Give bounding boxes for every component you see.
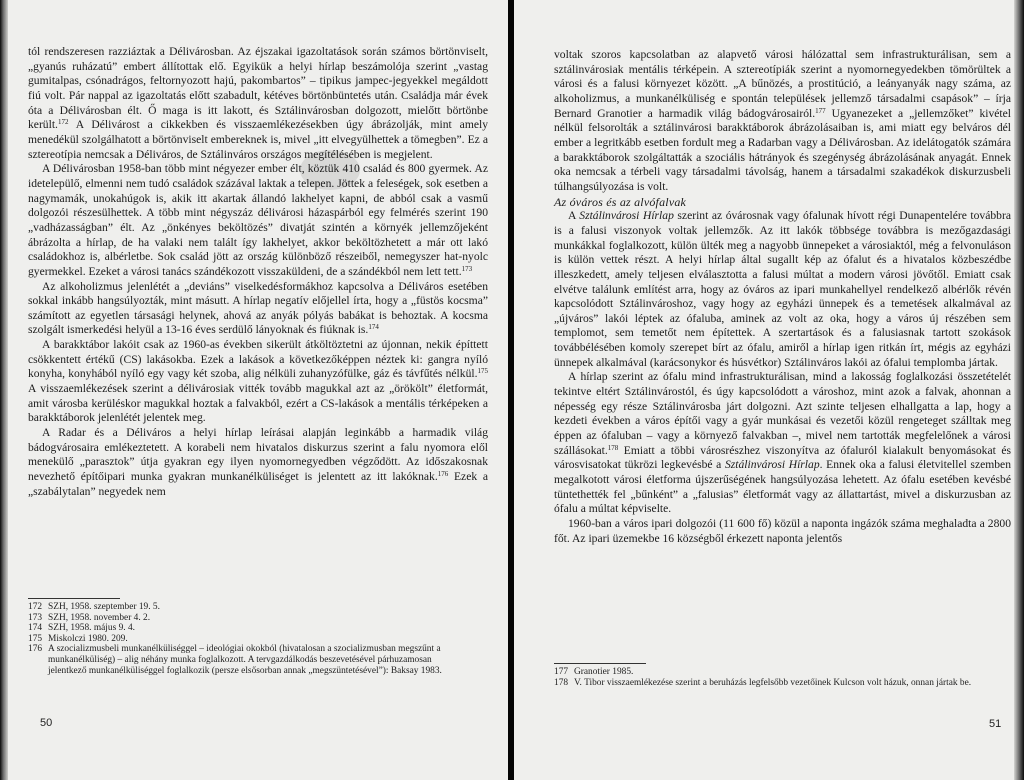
footnote-ref: 175 <box>477 367 488 376</box>
page-number: 51 <box>989 718 1002 730</box>
footnote <box>28 644 468 676</box>
footnote-text: SZH, 1958. május 9. 4. <box>48 623 135 634</box>
footnote-rule <box>28 598 120 599</box>
para-text: Az alkoholizmus jelenlétét a „deviáns” viselkedésformákhoz kapcsolva a Déliváros esetében sokkal inkább hangsúlyozták, mint másutt. A hírlap negatív előjellel írta, hogy a „füstös kocsma” számított az egyetlen társasági helynek, ahová az anyák pólyás babákat is behoztak. A kocsma szolgált ismerkedési helyül a 13-16 éves serdülő lányoknak és fiúknak is. <box>28 279 488 337</box>
footnote-number: 174 <box>28 623 43 634</box>
footnote-number: 172 <box>28 602 43 612</box>
footnote <box>28 634 468 645</box>
footnote <box>554 667 974 678</box>
para-text: 1960-ban a város ipari dolgozói (11 600 fő) közül a napontа ingázók száma meghaladta a 2800 főt. Az ipari üzemekbe 16 községből érkezett naponta jelentős <box>554 517 1011 545</box>
right-paragraph <box>554 48 1011 195</box>
right-paragraph <box>554 370 1011 517</box>
para-text: . Ennek oka a falusi életvitellel szemben megalkotott városi életforma újszerűségének hangsúlyozása lehetett. Az ófalu esetében kevésbé tüntethették fel „bűnként” a „falusias” életformát vagy az állattartást, mivel a diskurzusban az ófalu a múltat képviselte. <box>554 458 1011 516</box>
footnote-ref: 178 <box>607 443 619 452</box>
para-text: A visszaemlékezések szerint a délivárosiak vitték tovább magukkal azt az „örökölt” életformát, amit városba kerüléskor magukkal hoztak a falvakból, ezért a CS-lakások a mentális térképeken a barakktáborok jelenlétét jelentek meg. <box>28 382 488 425</box>
book-edge-right <box>1014 0 1024 780</box>
para-text: A Délivárosban 1958-ban több mint négyezer ember élt, köztük 410 család és 800 gyermek. Az idetelepülő, elmenni nem tudó családok százával laktak a telepen. Jöttek a feleségek, sok esetben a nagymamák, unokahúgok is, akik itt akartak állandó lakhelyet kapni, de abból csak a vasmű dolgozói részesülhettek. A több mint négyszáz délivárosi házaspárból egy felmérés szerint 190 „vadházasságban” élt. Az „önkényes beköltözés” divatját szintén a környék jellemzőjeként ábrázolta a hírlap, de ha valaki nem talált így lakhelyet, akkor beköltözhetett a már ott lakó családokhoz is, albérletbe. Sok család jött az ország különböző részeiből, nemegyszer hat-nyolc gyermekkel. Ezeket a városi tanács szándékozott visszaküldeni, de a szándékból nem lett tett. <box>28 162 488 278</box>
right-footnotes <box>554 667 974 688</box>
footnote-number: 173 <box>28 612 43 623</box>
footnote-text: Miskolczi 1980. 209. <box>48 633 128 644</box>
footnote-number: 175 <box>28 633 43 644</box>
left-paragraph <box>28 162 488 279</box>
footnote-number: 178 <box>554 677 569 688</box>
footnote-rule <box>554 663 646 664</box>
para-text: A Radar és a Déliváros a helyi hírlap leírásai alapján leginkább a harmadik világ bádogvárosaira emlékeztetett. A korabeli nem hivatalos diskurzus szerint a falu nyomora elől menekülő „parasztok” útja gyakran egy ilyen nyomornegyedben végződött. Az időszakosnak nevezhető építőipari munka gyakran munkanélküliséget is jelentett az itt lakóknak. <box>28 426 488 484</box>
para-text: szerint az óvárosnak vagy ófalunak hívott régi Dunapentelére továbbra is a falusi viszonyok voltak jellemzők. Az itt lakók többsége továbbra is mezőgazdasági munkákkal foglalkozott, külön ülték meg a nagyobb ünnepeket a városiaktól, még a felvonuláson is külön vettek részt. A helyi hírlap által sugallt kép az ófalut és a hivatalos közbeszédbe illeszkedett, amely teljesen elválasztotta a falusi múltat a modern városi jövőtől. Emiatt csak elvétve találunk említést arra, hogy az óváros az ipari munkahellyel rendelkező albérlők révén kapcsolódott Sztálinvároshoz, vagy hogy az egyházi ünnepek és a temetések alkalmával az „újváros” lakói léptek az ófaluba, aminek az volt az oka, hogy a város új részében sem templomot, sem temetőt nem építettek. A szertartások és a falusiasnak tartott szokások továbbélésében komoly szerepet bírt az ófalu, amiről a hírlap igen ritkán írt, mégis az egyházi ünnepek alkalmával (karácsonykor és húsvétkor) Sztálinváros lakói az ófalui templomba jártak. <box>554 209 1011 369</box>
footnote-text: SZH, 1958. november 4. 2. <box>48 612 151 623</box>
right-body-text <box>554 48 1011 546</box>
left-page <box>0 0 510 780</box>
footnote <box>28 613 468 624</box>
right-paragraph <box>554 209 1011 370</box>
footnote-number: 176 <box>28 644 43 655</box>
footnote-ref: 172 <box>57 118 69 127</box>
para-text: A hírlap szerint az ófalu mind infrastrukturálisan, mind a lakosság foglalkozási összetételét tekintve eltért Sztálinvárostól, és úgy kapcsolódott a városhoz, mint azok a falvak, ahonnan a népesség egy része Sztálinvárosba járt dolgozni. Azt szinte teljesen elhallgatta a lap, hogy a kezdeti években a város építői vagy a gyár munkásai és vezetői közül rengeteget szálltak meg éppen az ófaluban – vagy a környező falvakban –, mivel nem tartották megfelelőnek a városi szállásokat. <box>554 370 1011 457</box>
left-paragraph <box>28 45 488 162</box>
section-heading: Az óváros és az alvófalvak <box>554 194 687 209</box>
para-text: A Délivárost a cikkekben és visszaemlékezésekben úgy ábrázolják, mint amely menedékül szolgálhatott a börtönviselt embereknek is, mivel „itt elvegyülhettek a tömegben”. Ez a sztereotípia nemcsak a Déliváros, de Sztálinváros országos megítélésében is megjelent. <box>28 118 488 161</box>
footnote-text: SZH, 1958. szeptember 19. 5. <box>48 602 160 612</box>
footnote <box>28 602 468 613</box>
para-text: Ezek a „szabálytalan” negyedek nem <box>28 470 488 498</box>
footnote <box>554 678 974 689</box>
footnote-ref: 176 <box>437 470 449 479</box>
left-footnotes <box>28 602 468 676</box>
para-text: voltak szoros kapcsolatban az alapvető városi hálózattal sem infrastrukturálisan, sem a sztálinvárosiak mentális térképein. A sztereotípiák szerint a nyomornegyedekben tömörültek a városi és a falusi környezet között. „A bűnözés, a prostitúció, a leányanyák nagy száma, az alkoholizmus, a munkanélküliség e spontán települések jellemző társadalmi csapások” – írja Bernard Granotier a harmadik világ bádogvárosairól. <box>554 48 1011 120</box>
right-paragraph <box>554 517 1011 546</box>
para-text: A <box>568 209 580 223</box>
left-body-text <box>28 45 488 499</box>
left-paragraph <box>28 426 488 499</box>
footnote-text: A szocializmusbeli munkanélküliséggel – ideológiai okokból (hivatalosan a szocializmusban megszűnt a munkanélküliség) – alig néhány munka foglalkozott. A tervgazdálkodás beszevetésével párhuzamosan jelentkező munkanélküliséggel foglalkozik (persze elsősorban annak „megszüntetésével”): Baksay 1983. <box>48 644 442 676</box>
para-text: A barakktábor lakóit csak az 1960-as években sikerült átköltöztetni az újonnan, nekik építtett csökkentett értékű (CS) lakásokba. Ezek a lakások a következőképpen néztek ki: gangra nyíló konyha, konyhából nyíló egy vagy két szoba, alig nélküli zuhanyzófülke, gáz és távfűtés nélkül. <box>28 338 488 381</box>
italic-title: Sztálinvárosi Hírlap <box>579 209 674 223</box>
footnote-ref: 174 <box>368 323 379 332</box>
footnote <box>28 623 468 634</box>
left-paragraph <box>28 280 488 339</box>
left-paragraph <box>28 338 488 426</box>
footnote-text: Granotier 1985. <box>574 667 634 677</box>
footnote-ref: 177 <box>815 106 826 115</box>
para-text: Ugyanezeket a „jellemzőket” kivétel nélkül felsorolták a sztálinvárosi barakktáborok ábrázolásaiban is, ami miatt egy belváros dél ember a legritkább esetben fordult meg a Radarban vagy a Délivárosban. Az idelátogatók számára a barakktáborok szolgáltatták a szociális hátrányok és szegénység ábrázolásának anyagát. Ennek oka nemcsak a térbeli vagy társadalmi távolság, hanem a társadalmi szakadékok diskurzusbeli túlhangsúlyozása is volt. <box>554 106 1011 193</box>
book-edge-left <box>0 0 8 780</box>
italic-title: Sztálinvárosi Hírlap <box>724 458 820 472</box>
para-text: tól rendszeresen razziáztak a Délivárosban. Az éjszakai igazoltatások során számos börtönviselt, „gyanús ruházatú” embert állítottak elő. Egyikük a helyi hírlap beszámolója szerint „vastag gumitalpas, csónadrágos, feltornyozott hajú, pakombartos” – tipikus jampec-jegyekkel megáldott fiú volt. Pár nappal az igazoltatás előtt szabadult, kétéves börtönbüntetés után. Családja már évek óta a Délivárosban élt. Ő maga is itt lakott, és Sztálinvárosban dolgozott, mielőtt börtönbe került. <box>28 45 488 132</box>
footnote-number: 177 <box>554 667 569 677</box>
page-number: 50 <box>40 717 53 729</box>
para-text: Emiatt a többi városrészhez viszonyítva az ófaluról kialakult benyomásokat és városvisatokat tükrözi legkevésbé a <box>554 443 1011 472</box>
footnote-text: V. Tibor visszaemlékezése szerint a beruházás legfelsőbb vezetőinek Kulcson volt házuk, onnan jártak be. <box>574 677 972 688</box>
footnote-ref: 173 <box>461 264 473 273</box>
right-page <box>514 0 1024 780</box>
